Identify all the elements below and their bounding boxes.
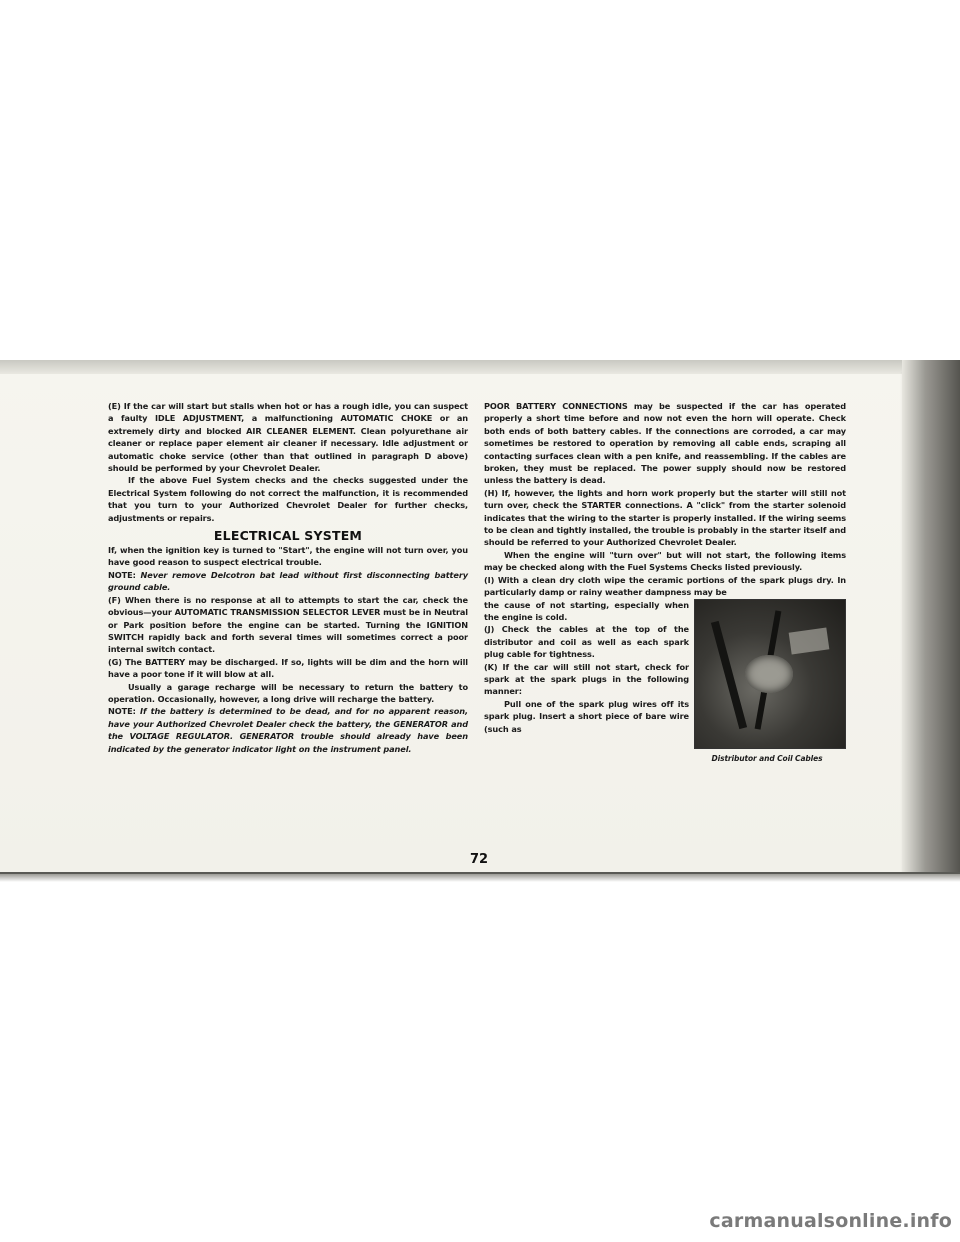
watermark: carmanualsonline.info [709,1210,952,1232]
paragraph-poor-connections: POOR BATTERY CONNECTIONS may be suspected if the car has operated properly a short time before and now not even the horn will operate. Check both ends of both battery cables. If the connections are corroded, a car may sometimes be restored to operation by removing all cable ends, scraping all contacting surfaces clean with a pen knife, and reassembling. If the cables are broken, they must be replaced. The power supply should now be restored unless the battery is dead. [484,401,846,486]
note-label: NOTE: [108,706,136,717]
page-number: 72 [470,852,489,867]
paragraph-j: (J) Check the cables at the top of the distributor and coil as well as each spark plug cable for tightness. [484,624,689,660]
figure-caption: Distributor and Coil Cables [711,753,823,763]
note-text: Never remove Delcotron bat lead without first disconnecting battery ground cable. [108,569,468,593]
right-column [484,400,846,763]
cable-shape [711,620,747,728]
page-top-shadow [0,360,960,374]
paragraph-e: (E) If the car will start but stalls when hot or has a rough idle, you can suspect a faulty IDLE ADJUSTMENT, a malfunctioning AUTOMATIC CHOKE or an extremely dirty and blocked AIR CLEANER ELEMENT. Clean polyurethane air cleaner or replace paper element air cleaner if necessary. Idle adjustment or automatic choke service (other than that outlined in paragraph D above) should be performed by your Chevrolet Dealer. [108,401,468,474]
note-label: NOTE: [108,569,136,580]
paragraph-h: (H) If, however, the lights and horn work properly but the starter will still not turn over, check the STARTER connections. A "click" from the starter solenoid indicates that the wiring to the starter is properly installed. If the wiring seems to be clean and tightly installed, the trouble is probably in the starter itself and should be referred to your Authorized Chevrolet Dealer. [484,487,846,548]
distributor-cap-shape [745,655,793,693]
distributor-photo [694,599,846,749]
paragraph-pull: Pull one of the spark plug wires off its spark plug. Insert a short piece of bare wire (such as [484,698,689,734]
note-2 [108,705,468,755]
note-text: If the battery is determined to be dead, and for no apparent reason, have your Authorized Chevrolet Dealer check the battery, the GENERATOR and the VOLTAGE REGULATOR. GENERATOR trouble should already have been indicated by the generator indicator light on the instrument panel. [108,706,468,754]
paragraph-intro: If, when the ignition key is turned to "Start", the engine will not turn over, you have good reason to suspect electrical trouble. [108,545,468,568]
paragraph-i: (I) With a clean dry cloth wipe the ceramic portions of the spark plugs dry. In particularly damp or rainy weather dampness may be [484,574,846,598]
highlight-shape [789,627,830,654]
paragraph-fuel-checks: If the above Fuel System checks and the checks suggested under the Electrical System following do not correct the malfunction, it is recommended that you turn to your Authorized Chevrolet Dealer for further checks, adjustments or repairs. [108,475,468,523]
paragraph-i-continued: the cause of not starting, especially when the engine is cold. [484,599,689,622]
left-column [108,400,468,755]
note-1 [108,569,468,594]
paragraph-g: (G) The BATTERY may be discharged. If so, lights will be dim and the horn will have a poor tone if it will blow at all. [108,656,468,680]
narrow-text-block [484,599,689,735]
section-heading: ELECTRICAL SYSTEM [213,528,363,544]
page-right-edge [902,360,960,880]
paragraph-turn-over: When the engine will "turn over" but will not start, the following items may be checked along with the Fuel Systems Checks listed previously. [484,549,846,573]
bottom-shadow [0,874,960,882]
paragraph-k: (K) If the car will still not start, check for spark at the spark plugs in the following manner: [484,661,689,697]
figure-block [484,599,846,763]
paragraph-f: (F) When there is no response at all to attempts to start the car, check the obvious—your AUTOMATIC TRANSMISSION SELECTOR LEVER must be in Neutral or Park position before the engine can be started. Turning the IGNITION SWITCH rapidly back and forth several times will sometimes correct a poor internal switch contact. [108,594,468,655]
paragraph-usually: Usually a garage recharge will be necessary to return the battery to operation. Occasionally, however, a long drive will recharge the battery. [108,681,468,704]
